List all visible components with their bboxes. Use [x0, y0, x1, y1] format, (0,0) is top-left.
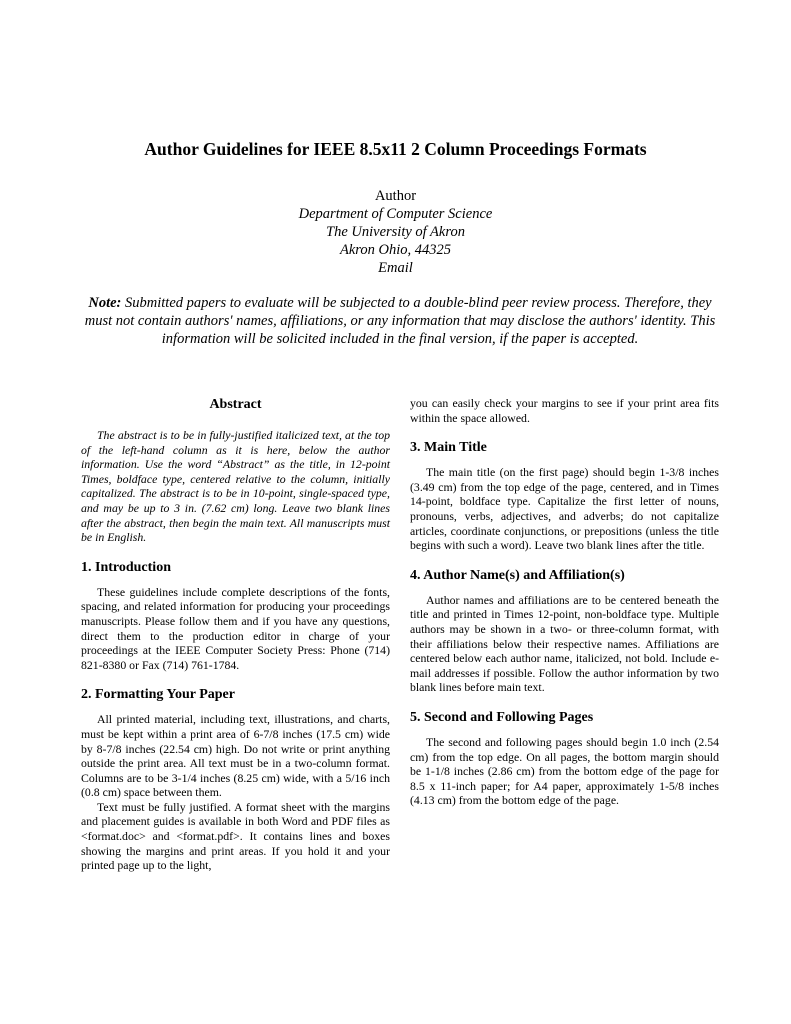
- author-department: Department of Computer Science: [298, 206, 493, 222]
- author-email: Email: [378, 260, 413, 276]
- formatting-paragraph-1: All printed material, including text, illustrations, and charts, must be kept within a print area of 6-7/8 inches (17.5 cm) wide by 8-7/8 inches (22.54 cm) high. Do not write or print anything outside the print area. All text must be in a two-column format. Columns are to be 3-1/4 inches (8.25 cm) wide, with a 5/16 inch (0.8 cm) space between them.: [81, 712, 390, 800]
- section-heading-introduction: 1. Introduction: [81, 559, 171, 575]
- author-name: Author: [374, 188, 417, 204]
- abstract-text: The abstract is to be in fully-justified italicized text, at the top of the left-hand column as it is here, below the author information. Use the word “Abstract” as the title, in 12-point Times, boldface type, centered relative to the column, initially capitalized. The abstract is to be in 10-point, single-spaced type, and may be up to 3 in. (7.62 cm) long. Leave two blank lines after the abstract, then begin the main text. All manuscripts must be in English.: [81, 428, 390, 545]
- section-heading-formatting: 2. Formatting Your Paper: [81, 687, 235, 703]
- section-heading-author-names: 4. Author Name(s) and Affiliation(s): [410, 567, 625, 583]
- section-heading-following-pages: 5. Second and Following Pages: [410, 709, 594, 725]
- abstract-heading: Abstract: [209, 397, 262, 412]
- author-names-paragraph: Author names and affiliations are to be centered beneath the title and printed in Times 12-point, non-boldface type. Multiple authors may be shown in a two- or three-column format, with their affiliations below their respective names. Affiliations are centered below each author name, italicized, not bold. Include e-mail addresses if possible. Follow the author information by two blank lines before main text.: [410, 592, 719, 695]
- paper-title: Author Guidelines for IEEE 8.5x11 2 Column Proceedings Formats: [144, 139, 647, 159]
- section-heading-main-title: 3. Main Title: [410, 440, 487, 456]
- following-pages-paragraph: The second and following pages should begin 1.0 inch (2.54 cm) from the top edge. On all pages, the bottom margin should be 1-1/8 inches (2.86 cm) from the bottom edge of the page for 8.5 x 11-inch paper; for A4 paper, approximately 1-5/8 inches (4.13 cm) from the bottom edge of the page.: [410, 734, 719, 808]
- formatting-continuation: you can easily check your margins to see if your print area fits within the space allowed.: [410, 396, 719, 425]
- introduction-paragraph: These guidelines include complete descriptions of the fonts, spacing, and related information for producing your proceedings manuscripts. Please follow them and if you have any questions, direct them to the production editor in charge of your proceedings at the IEEE Computer Society Press: Phone (714) 821-8380 or Fax (714) 761-1784.: [81, 584, 390, 672]
- review-note: [80, 294, 720, 348]
- author-block: [0, 187, 791, 277]
- left-column: [81, 396, 390, 873]
- formatting-paragraph-2: Text must be fully justified. A format sheet with the margins and placement guides is available in both Word and PDF files as <format.doc> and <format.pdf>. It contains lines and boxes showing the margins and print areas. If you hold it and your printed page up to the light,: [81, 799, 390, 873]
- author-address: Akron Ohio, 44325: [339, 242, 452, 258]
- right-column: [410, 396, 719, 808]
- main-title-paragraph: The main title (on the first page) should begin 1-3/8 inches (3.49 cm) from the top edge of the page, centered, and in Times 14-point, boldface type. Capitalize the first letter of nouns, pronouns, verbs, adjectives, and adverbs; do not capitalize articles, coordinate conjunctions, or prepositions (unless the title begins with such a word). Leave two blank lines after the title.: [410, 465, 719, 553]
- abstract: [81, 396, 390, 545]
- author-university: The University of Akron: [326, 224, 465, 240]
- note-text: Submitted papers to evaluate will be subjected to a double-blind peer review process. Therefore, they must not contain authors' names, affiliations, or any information that may disclose the authors' identity. This information will be solicited included in the final version, if the paper is accepted.: [84, 295, 716, 347]
- note-label: Note:: [88, 295, 122, 311]
